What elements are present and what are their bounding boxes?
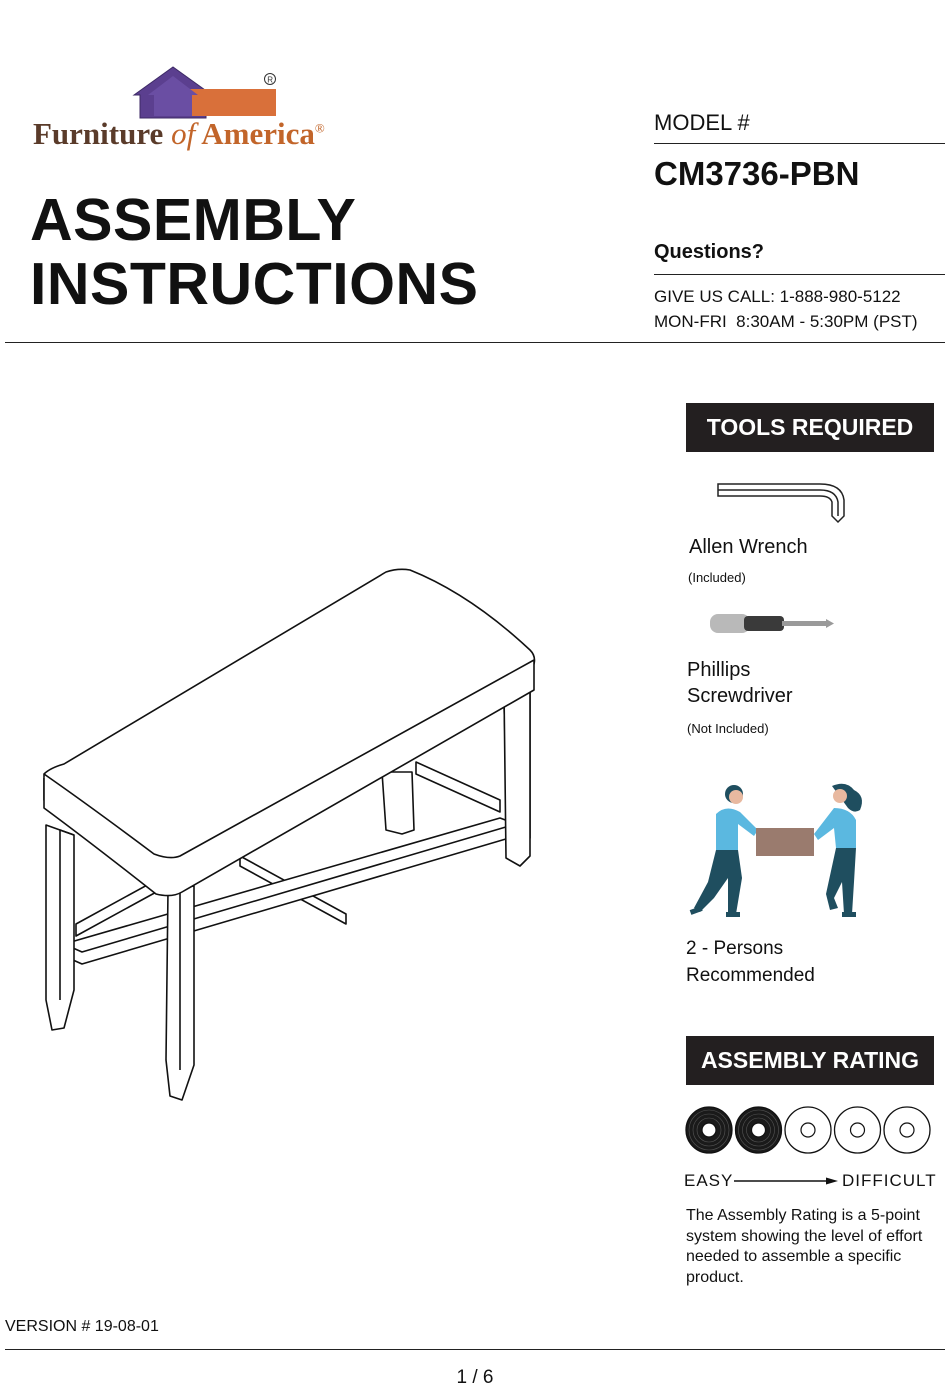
screwdriver-icon [708,611,836,637]
difficulty-arrow-icon [734,1176,840,1186]
allen-wrench-note: (Included) [688,570,746,585]
model-number: CM3736-PBN [654,155,860,192]
footer-divider [5,1349,945,1350]
svg-text:R: R [267,75,274,85]
divider [654,143,945,144]
title-line2: INSTRUCTIONS [30,251,479,317]
easy-label: EASY [684,1171,734,1190]
title-line1: ASSEMBLY [30,187,357,253]
allen-wrench-icon [716,480,848,526]
registered-mark: ® [314,120,325,136]
screwdriver-note: (Not Included) [687,721,769,736]
rating-description: The Assembly Rating is a 5-point system showing the level of effort needed to assemble a specific product. [686,1207,923,1286]
phone-line: GIVE US CALL: 1-888-980-5122 [654,287,901,306]
model-label: MODEL # [654,110,750,135]
persons-line1: 2 - Persons [686,938,784,959]
hours-line: MON-FRI 8:30AM - 5:30PM (PST) [654,312,918,331]
rating-circle-empty [785,1107,831,1153]
difficult-label: DIFFICULT [842,1171,937,1190]
brand-name [33,116,325,152]
bench-illustration [30,560,550,1110]
screwdriver-label-line1: Phillips [687,659,751,681]
rating-circle-empty [884,1107,930,1153]
divider [654,274,945,275]
rating-circle-empty [835,1107,881,1153]
header-divider [5,342,945,343]
two-persons-icon [686,778,876,923]
screwdriver-label-line2: Screwdriver [687,685,793,707]
questions-heading: Questions? [654,241,765,263]
page-number: 1 / 6 [456,1367,494,1388]
brand-name-part3: America [201,116,315,151]
persons-line2: Recommended [686,965,815,986]
version-label: VERSION # 19-08-01 [5,1318,159,1335]
allen-wrench-label: Allen Wrench [689,536,808,558]
assembly-rating-circles [684,1104,936,1156]
rating-circle-filled [686,1107,732,1153]
tools-required-banner: TOOLS REQUIRED [686,403,934,452]
assembly-rating-banner: ASSEMBLY RATING [686,1036,934,1085]
brand-name-part1: Furniture [33,116,164,151]
rating-circle-filled [736,1107,782,1153]
brand-name-part2: of [171,116,196,151]
